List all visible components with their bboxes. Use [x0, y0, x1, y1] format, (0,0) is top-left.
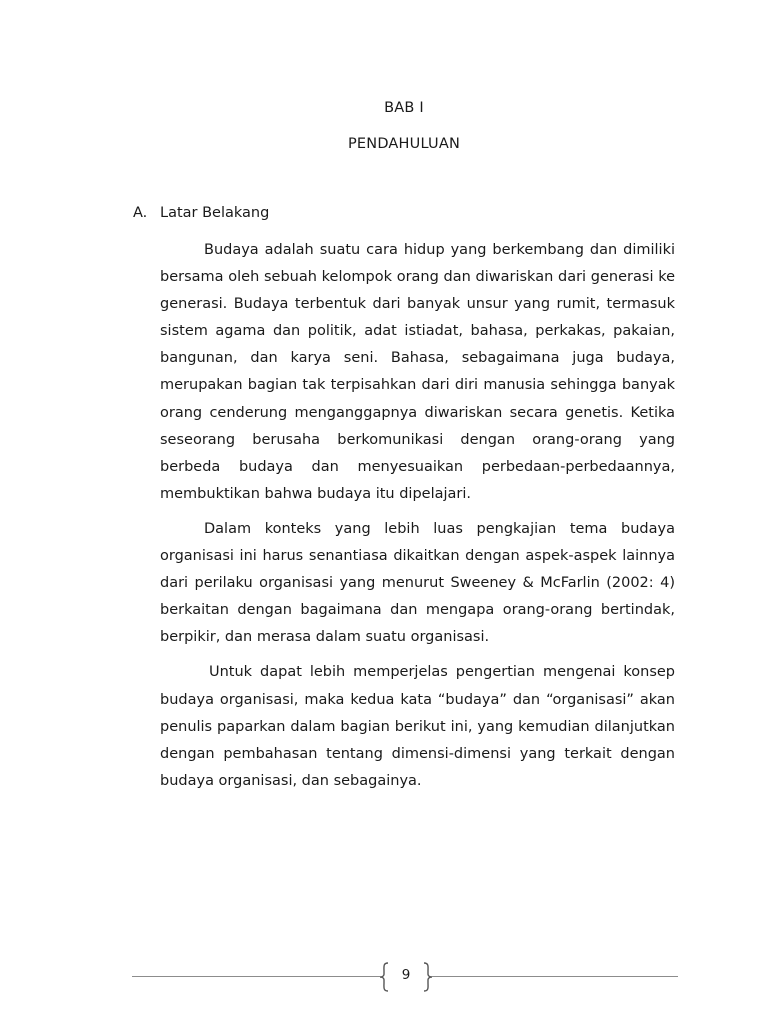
section-heading	[133, 205, 269, 221]
chapter-number: BAB I	[384, 100, 424, 116]
footer-rule-right	[432, 976, 678, 977]
chapter-title: PENDAHULUAN	[347, 136, 461, 152]
paragraph-1: Budaya adalah suatu cara hidup yang berkembang dan dimiliki bersama oleh sebuah kelompok orang dan diwariskan dari generasi ke generasi. Budaya terbentuk dari banyak unsur yang rumit, termasuk sistem agama dan politik, adat istiadat, bahasa, perkakas, pakaian, bangunan, dan karya seni. Bahasa, sebagaimana juga budaya, merupakan bagian tak terpisahkan dari diri manusia sehingga banyak orang cenderung menganggapnya diwariskan secara genetis. Ketika seseorang berusaha berkomunikasi dengan orang-orang yang berbeda budaya dan menyesuaikan perbedaan-perbedaannya, membuktikan bahwa budaya itu dipelajari.	[160, 242, 675, 502]
paragraph-2: Dalam konteks yang lebih luas pengkajian tema budaya organisasi ini harus senantiasa dikaitkan dengan aspek-aspek lainnya dari perilaku organisasi yang menurut Sweeney & McFarlin (2002: 4) berkaitan dengan bagaimana dan mengapa orang-orang bertindak, berpikir, dan merasa dalam suatu organisasi.	[160, 520, 675, 646]
body-text	[160, 237, 675, 803]
footer-rule-left	[132, 976, 380, 977]
page-number: 9	[401, 967, 411, 983]
page-footer	[132, 962, 678, 992]
section-title: Latar Belakang	[160, 205, 270, 221]
section-letter: A.	[133, 205, 148, 221]
paragraph-3: Untuk dapat lebih memperjelas pengertian mengenai konsep budaya organisasi, maka kedua kata “budaya” dan “organisasi” akan penulis paparkan dalam bagian berikut ini, yang kemudian dilanjutkan dengan pembahasan tentang dimensi-dimensi yang terkait dengan budaya organisasi, dan sebagainya.	[160, 664, 675, 789]
